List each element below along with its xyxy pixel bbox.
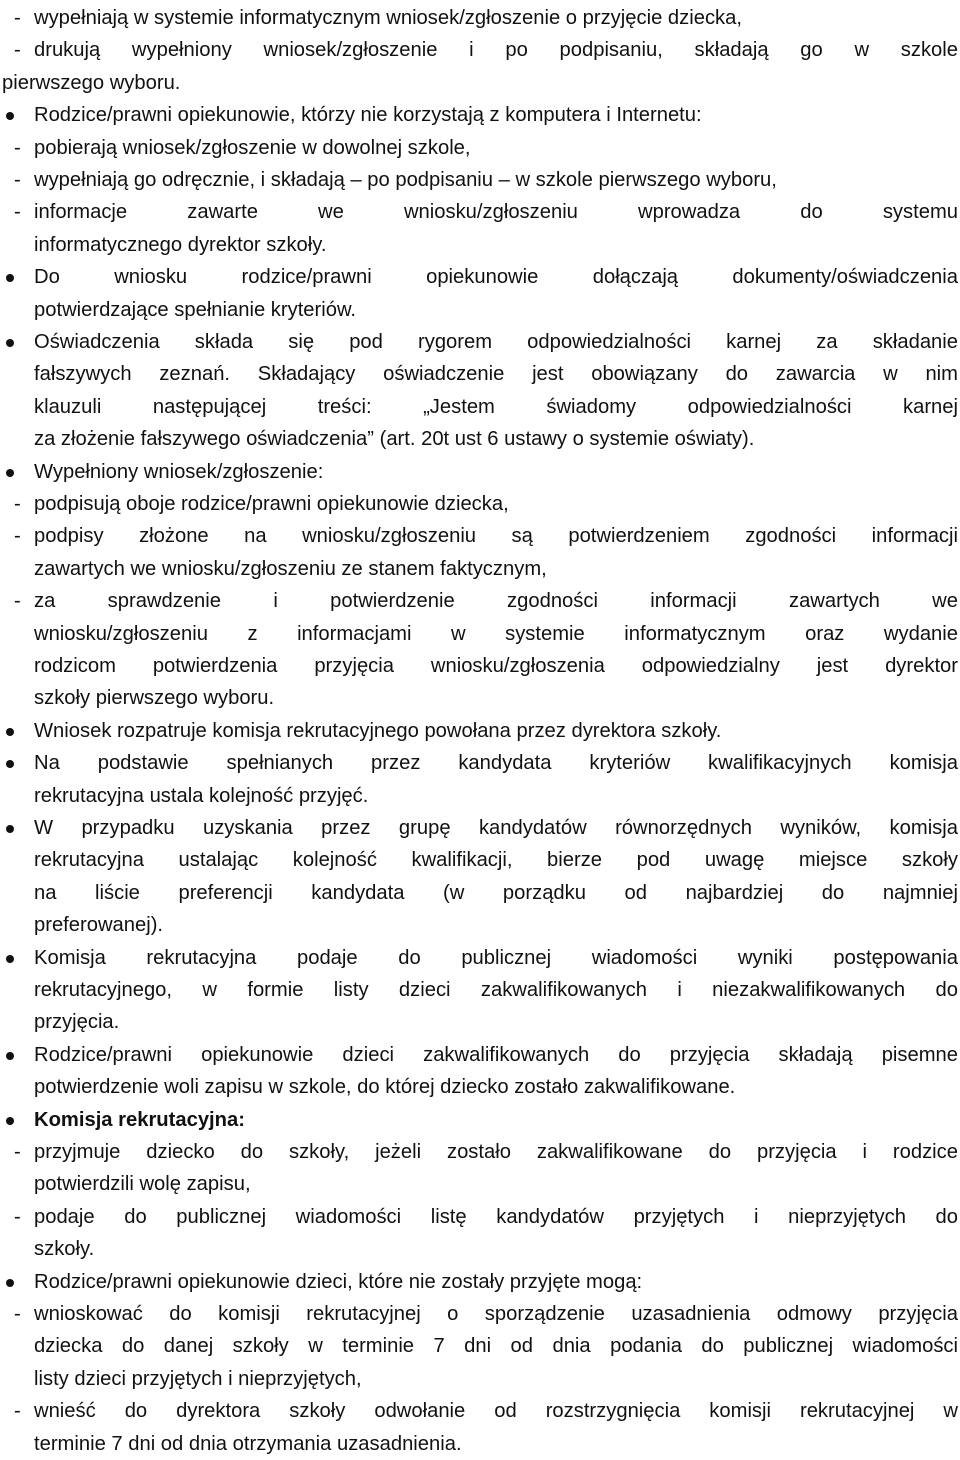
continuation-line [0,1363,960,1395]
dash-marker: - [14,1400,21,1423]
line-text: podpisują oboje rodzice/prawni opiekunowie dziecka, [34,493,509,515]
line-text: wnieść do dyrektora szkoły odwołanie od rozstrzygnięcia komisji rekrutacyjnej w [34,1400,958,1423]
dash-item-line [0,1201,960,1233]
bullet-dot-icon [6,1117,14,1125]
line-text: przyjęcia. [34,1011,120,1034]
line-text: wniosku/zgłoszeniu z informacjami w systemie informatycznym oraz wydanie [34,622,958,645]
line-text: Komisja rekrutacyjna: [34,1108,245,1131]
continuation-line [0,229,960,261]
line-text: zawartych we wniosku/zgłoszeniu ze stanem faktycznym, [34,557,547,580]
line-text: Rodzice/prawni opiekunowie, którzy nie korzystają z komputera i Internetu: [34,104,702,127]
bullet-dot-icon [6,1279,14,1287]
continuation-line [0,423,960,455]
bullet-item-line [0,1266,960,1298]
bullet-item-line [0,747,960,779]
line-text: pobierają wniosek/zgłoszenie w dowolnej szkole, [34,136,471,159]
line-text: szkoły pierwszego wyboru. [34,687,275,710]
line-text: potwierdzili wolę zapisu, [34,1173,251,1196]
line-text: podpisy złożone na wniosku/zgłoszeniu są potwierdzeniem zgodności informacji [34,525,958,548]
dash-marker: - [14,1303,21,1325]
bullet-item-line [0,812,960,844]
dash-item-line [0,196,960,228]
bullet-item-line [0,1039,960,1071]
line-text: informatycznego dyrektor szkoły. [34,233,327,256]
bullet-item-line [0,456,960,488]
dash-marker: - [14,201,21,224]
continuation-line [0,682,960,714]
continuation-line [0,358,960,390]
bullet-dot-icon [6,274,14,282]
line-text: za sprawdzenie i potwierdzenie zgodności informacji zawartych we [34,590,958,613]
dash-item-line [0,1298,960,1330]
bullet-item-line [0,942,960,974]
dash-item-line [0,488,960,520]
line-text: Wypełniony wniosek/zgłoszenie: [34,460,324,483]
continuation-line [0,1330,960,1362]
continuation-line [0,1233,960,1265]
line-text: drukują wypełniony wniosek/zgłoszenie i po podpisaniu, składają go w szkole [34,39,958,62]
dash-item-line [0,132,960,164]
continuation-line [0,294,960,326]
line-text: Rodzice/prawni opiekunowie dzieci zakwalifikowanych do przyjęcia składają pisemne [34,1043,958,1066]
bullet-dot-icon [6,825,14,833]
bullet-item-line [0,261,960,293]
dash-marker: - [14,525,21,548]
bullet-dot-icon [6,760,14,768]
line-text: terminie 7 dni od dnia otrzymania uzasadnienia. [34,1432,462,1455]
line-text: Rodzice/prawni opiekunowie dzieci, które nie zostały przyjęte mogą: [34,1270,643,1293]
continuation-line [0,650,960,682]
dash-marker: - [14,590,21,613]
bullet-dot-icon [6,339,14,347]
bullet-dot-icon [6,955,14,963]
dash-marker: - [14,1205,21,1228]
continuation-line [0,1428,960,1460]
dash-marker: - [14,493,21,515]
line-text: pierwszego wyboru. [2,71,181,94]
line-text: na liście preferencji kandydata (w porządku od najbardziej do najmniej [34,881,958,904]
dash-marker: - [14,39,21,62]
line-text: preferowanej). [34,914,164,937]
line-text: Wniosek rozpatruje komisja rekrutacyjnego powołana przez dyrektora szkoły. [34,719,722,742]
line-text: Na podstawie spełnianych przez kandydata kryteriów kwalifikacyjnych komisja [34,752,958,775]
dash-item-line [0,34,960,66]
bullet-item-line [0,99,960,131]
line-text: rekrutacyjnego, w formie listy dzieci zakwalifikowanych i niezakwalifikowanych do [34,979,958,1001]
dash-marker: - [14,7,21,29]
line-text: wypełniają w systemie informatycznym wniosek/zgłoszenie o przyjęcie dziecka, [34,7,742,29]
continuation-line [0,1168,960,1200]
line-text: Do wniosku rodzice/prawni opiekunowie dołączają dokumenty/oświadczenia [34,266,958,289]
dash-marker: - [14,1141,21,1163]
continuation-line [0,67,960,99]
line-text: wypełniają go odręcznie, i składają – po podpisaniu – w szkole pierwszego wyboru, [34,169,777,191]
continuation-line [0,780,960,812]
line-text: rodzicom potwierdzenia przyjęcia wniosku/zgłoszenia odpowiedzialny jest dyrektor [34,655,958,677]
line-text: rekrutacyjna ustalając kolejność kwalifikacji, bierze pod uwagę miejsce szkoły [34,849,958,872]
dash-item-line [0,2,960,34]
line-text: przyjmuje dziecko do szkoły, jeżeli zostało zakwalifikowane do przyjęcia i rodzice [34,1141,958,1163]
line-text: szkoły. [34,1238,95,1261]
line-text: rekrutacyjna ustala kolejność przyjęć. [34,784,369,807]
dash-item-line [0,520,960,552]
continuation-line [0,391,960,423]
continuation-line [0,1006,960,1038]
dash-marker: - [14,169,21,191]
dash-marker: - [14,136,21,159]
line-text: Oświadczenia składa się pod rygorem odpowiedzialności karnej za składanie [34,331,958,353]
line-text: klauzuli następującej treści: „Jestem świadomy odpowiedzialności karnej [34,395,958,418]
bullet-dot-icon [6,469,14,477]
continuation-line [0,877,960,909]
line-text: potwierdzenie woli zapisu w szkole, do której dziecko zostało zakwalifikowane. [34,1076,736,1099]
bullet-item-line [0,1104,960,1136]
dash-item-line [0,1395,960,1427]
line-text: dziecka do danej szkoły w terminie 7 dni od dnia podania do publicznej wiadomości [34,1335,958,1358]
bullet-item-line [0,326,960,358]
continuation-line [0,618,960,650]
bullet-dot-icon [6,1052,14,1060]
line-text: podaje do publicznej wiadomości listę kandydatów przyjętych i nieprzyjętych do [34,1205,958,1228]
bullet-dot-icon [6,112,14,120]
line-text: za złożenie fałszywego oświadczenia” (art. 20t ust 6 ustawy o systemie oświaty). [34,428,755,451]
dash-item-line [0,1136,960,1168]
continuation-line [0,1071,960,1103]
continuation-line [0,553,960,585]
dash-item-line [0,164,960,196]
continuation-line [0,909,960,941]
line-text: Komisja rekrutacyjna podaje do publicznej wiadomości wyniki postępowania [34,946,958,969]
line-text: potwierdzające spełnianie kryteriów. [34,298,357,321]
line-text: fałszywych zeznań. Składający oświadczenie jest obowiązany do zawarcia w nim [34,363,958,386]
line-text: listy dzieci przyjętych i nieprzyjętych, [34,1367,362,1390]
bullet-dot-icon [6,728,14,736]
line-text: wnioskować do komisji rekrutacyjnej o sporządzenie uzasadnienia odmowy przyjęcia [34,1303,958,1325]
dash-item-line [0,585,960,617]
bullet-item-line [0,715,960,747]
continuation-line [0,974,960,1006]
continuation-line [0,844,960,876]
line-text: informacje zawarte we wniosku/zgłoszeniu wprowadza do systemu [34,201,958,224]
line-text: W przypadku uzyskania przez grupę kandydatów równorzędnych wyników, komisja [34,817,958,839]
